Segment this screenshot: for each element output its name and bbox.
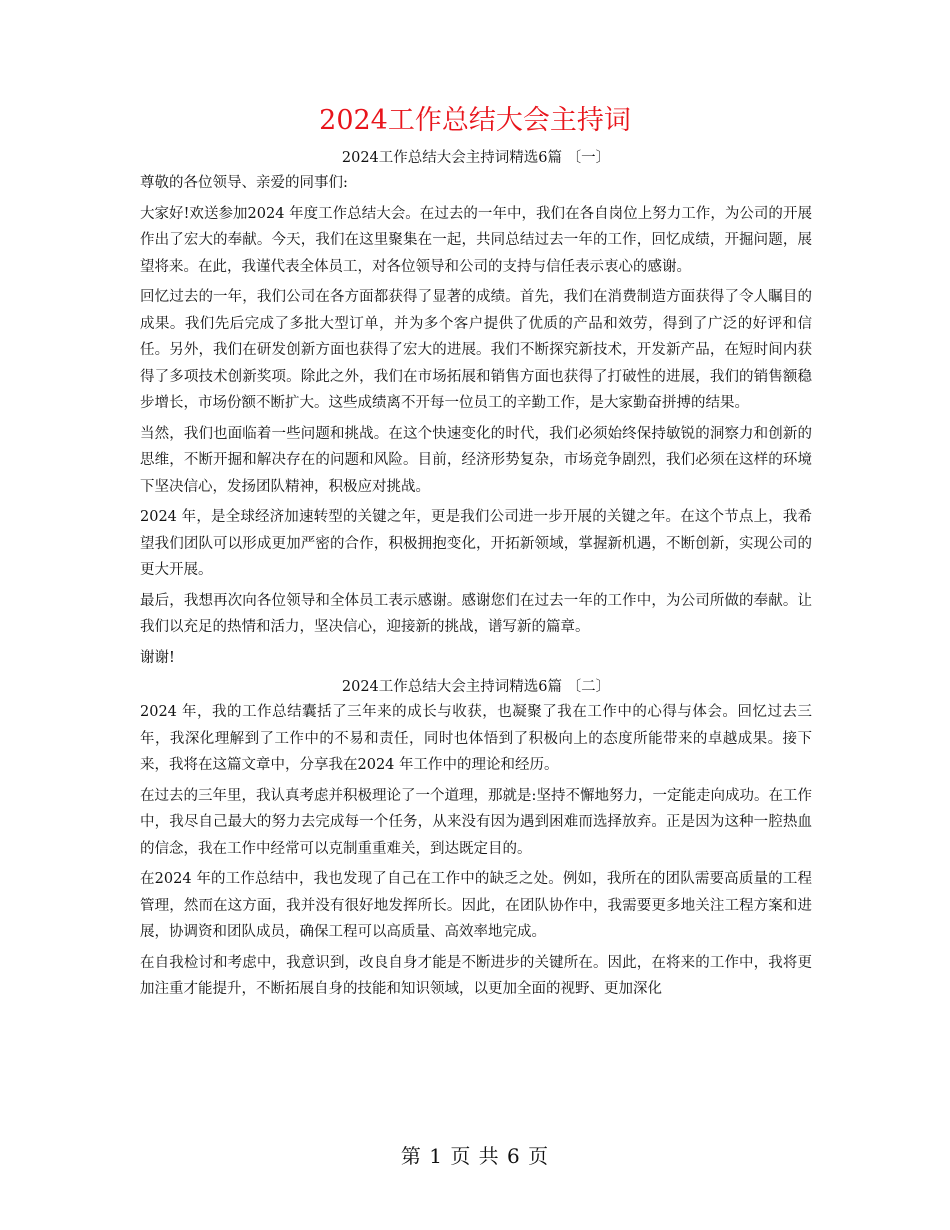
paragraph: 回忆过去的一年，我们公司在各方面都获得了显著的成绩。首先，我们在消费制造方面获得了令人瞩目的成果。我们先后完成了多批大型订单，并为多个客户提供了优质的产品和效劳，得到了广泛的好评和信任。另外，我们在研发创新方面也获得了宏大的进展。我们不断探究新技术，开发新产品，在短时间内获得了多项技术创新奖项。除此之外，我们在市场拓展和销售方面也获得了打破性的进展，我们的销售额稳步增长，市场份额不断扩大。这些成绩离不开每一位员工的辛勤工作，是大家勤奋拼搏的结果。 [140, 289, 812, 411]
paragraph: 在2024 年的工作总结中，我也发现了自己在工作中的缺乏之处。例如，我所在的团队需要高质量的工程管理，然而在这方面，我并没有很好地发挥所长。因此，在团队协作中，我需要更多地关注工程方案和进展，协调资和团队成员，确保工程可以高质量、高效率地完成。 [140, 871, 812, 940]
document-body [140, 146, 812, 1007]
document-title: 2024工作总结大会主持词 [319, 105, 631, 136]
paragraph: 2024 年，我的工作总结囊括了三年来的成长与收获，也凝聚了我在工作中的心得与体会。回忆过去三年，我深化理解到了工作中的不易和责任，同时也体悟到了积极向上的态度所能带来的卓越成果。接下来，我将在这篇文章中，分享我在2024 年工作中的理论和经历。 [140, 704, 812, 773]
section-heading-1: 2024工作总结大会主持词精选6篇 〔一〕 [341, 150, 611, 166]
paragraph: 在过去的三年里，我认真考虑并积极理论了一个道理，那就是:坚持不懈地努力，一定能走向成功。在工作中，我尽自己最大的努力去完成每一个任务，从来没有因为遇到困难而选择放弃。正是因为这种一腔热血的信念，我在工作中经常可以克制重重难关，到达既定目的。 [140, 787, 812, 857]
paragraph: 大家好!欢送参加2024 年度工作总结大会。在过去的一年中，我们在各自岗位上努力工作，为公司的开展作出了宏大的奉献。今天，我们在这里聚集在一起，共同总结过去一年的工作，回忆成绩，开掘问题，展望将来。在此，我谨代表全体员工，对各位领导和公司的支持与信任表示衷心的感谢。 [140, 205, 812, 275]
paragraph: 在自我检讨和考虑中，我意识到，改良自身才能是不断进步的关键所在。因此，在将来的工作中，我将更加注重才能提升，不断拓展自身的技能和知识领域，以更加全面的视野、更加深化 [140, 954, 812, 997]
closing-thanks: 谢谢! [140, 649, 175, 666]
salutation: 尊敬的各位领导、亲爱的同事们: [140, 175, 348, 191]
paragraph: 当然，我们也面临着一些问题和挑战。在这个快速变化的时代，我们必须始终保持敏锐的洞察力和创新的思维，不断开掘和解决存在的问题和风险。目前，经济形势复杂，市场竞争剧烈，我们必须在这样的环境下坚决信心，发扬团队精神，积极应对挑战。 [140, 425, 812, 495]
page-number-footer: 第 1 页 共 6 页 [400, 1144, 550, 1168]
paragraph: 最后，我想再次向各位领导和全体员工表示感谢。感谢您们在过去一年的工作中，为公司所做的奉献。让我们以充足的热情和活力，坚决信心，迎接新的挑战，谱写新的篇章。 [140, 592, 812, 635]
section-heading-2: 2024工作总结大会主持词精选6篇 〔二〕 [341, 679, 611, 695]
paragraph: 2024 年，是全球经济加速转型的关键之年，更是我们公司进一步开展的关键之年。在这个节点上，我希望我们团队可以形成更加严密的合作，积极拥抱变化，开拓新领域，掌握新机遇，不断创新，实现公司的更大开展。 [140, 509, 812, 578]
